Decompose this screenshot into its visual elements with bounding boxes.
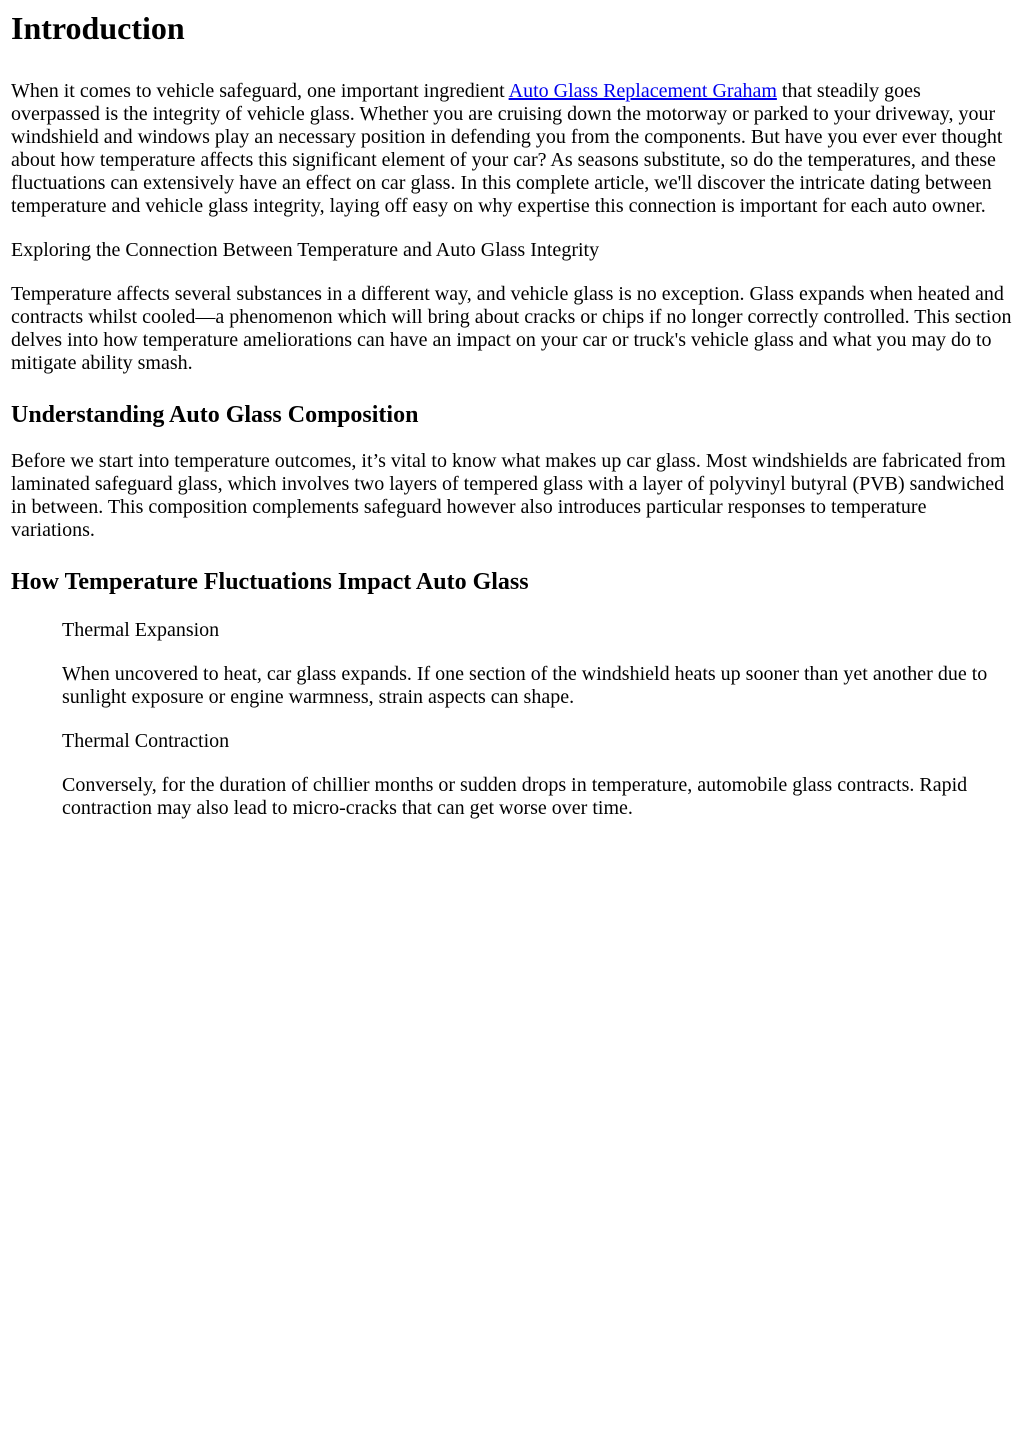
fluctuations-heading: How Temperature Fluctuations Impact Auto Glass (11, 569, 529, 595)
auto-glass-replacement-link[interactable]: Auto Glass Replacement Graham (508, 80, 777, 102)
connection-subtitle: Exploring the Connection Between Temperature and Auto Glass Integrity (11, 239, 600, 261)
intro-text-after-link: that steadily goes overpassed is the integrity of vehicle glass. Whether you are cruising down the motorway or parked to your driveway, your windshield and windows play an necessary position in defending you from the components. But have you ever ever thought about how temperature affects this significant element of your car? As seasons substitute, so do the temperatures, and these fluctuations can extensively have an effect on car glass. In this complete article, we'll discover the intricate dating between temperature and vehicle glass integrity, laying off easy on why expertise this connection is important for each auto owner. (11, 80, 1003, 217)
connection-paragraph: Temperature affects several substances in a different way, and vehicle glass is no exception. Glass expands when heated and contracts whilst cooled—a phenomenon which will bring about cracks or chips if no longer correctly controlled. This section delves into how temperature ameliorations can have an impact on your car or truck's vehicle glass and what you may do to mitigate ability smash. (11, 283, 1012, 374)
thermal-contraction-title: Thermal Contraction (62, 730, 230, 752)
composition-paragraph: Before we start into temperature outcomes, it’s vital to know what makes up car glass. Most windshields are fabricated from laminated safeguard glass, which involves two layers of tempered glass with a layer of polyvinyl butyral (PVB) sandwiched in between. This composition complements safeguard however also introduces particular responses to temperature variations. (11, 450, 1006, 541)
intro-paragraph (11, 80, 1013, 218)
page-title: Introduction (11, 10, 185, 46)
article (11, 0, 1013, 820)
composition-heading: Understanding Auto Glass Composition (11, 402, 419, 428)
intro-text-before-link: When it comes to vehicle safeguard, one important ingredient (11, 80, 509, 102)
fluctuations-list (62, 619, 1013, 820)
thermal-expansion-title: Thermal Expansion (62, 619, 220, 641)
thermal-expansion-paragraph: When uncovered to heat, car glass expands. If one section of the windshield heats up sooner than yet another due to sunlight exposure or engine warmness, strain aspects can shape. (62, 663, 988, 708)
thermal-contraction-paragraph: Conversely, for the duration of chillier months or sudden drops in temperature, automobile glass contracts. Rapid contraction may also lead to micro-cracks that can get worse over time. (62, 774, 968, 819)
